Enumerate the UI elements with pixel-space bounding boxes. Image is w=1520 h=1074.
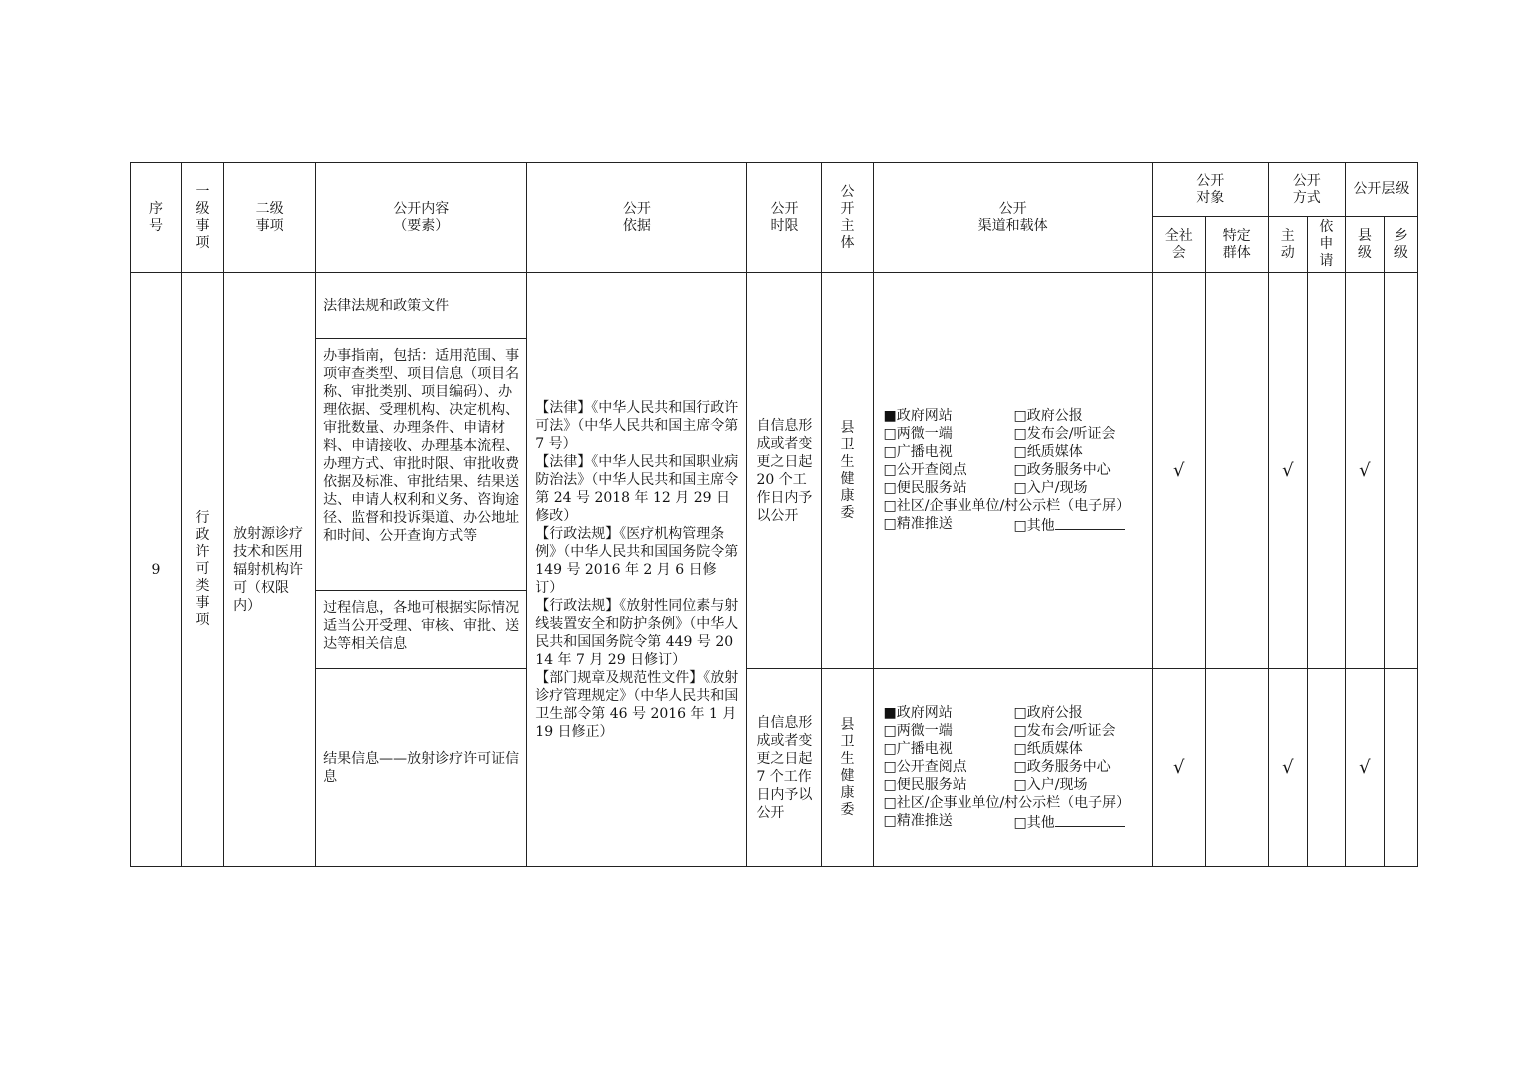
content-laws: 法律法规和政策文件	[316, 273, 527, 339]
header-level2: 二级事项	[224, 163, 316, 273]
channel-gov-site: ■政府网站	[883, 704, 953, 721]
subject-1: 县卫生健康委	[822, 273, 873, 669]
channels-2	[873, 669, 1152, 867]
header-audience-specific: 特定 群体	[1205, 217, 1268, 273]
header-method: 公开 方式	[1268, 163, 1345, 217]
method-request-2	[1307, 669, 1345, 867]
header-audience-all: 全社会	[1152, 217, 1205, 273]
content-result: 结果信息——放射诊疗许可证信息	[316, 669, 527, 867]
channel-convenience: □便民服务站	[883, 776, 967, 793]
other-blank-line	[1055, 515, 1125, 530]
header-method-active: 主动	[1268, 217, 1307, 273]
level-township-2	[1384, 669, 1417, 867]
header-basis: 公开 依据	[527, 163, 747, 273]
header-time-limit: 公开 时限	[747, 163, 822, 273]
channel-print: □纸质媒体	[1013, 443, 1083, 460]
channel-service-center: □政务服务中心	[1013, 461, 1111, 478]
channel-reading: □公开查阅点	[883, 758, 967, 775]
content-guide: 办事指南，包括：适用范围、事项审查类型、项目信息（项目名称、审批类别、项目编码）、办理依据、受理机构、决定机构、审批数量、办理条件、申请材料、申请接收、办理基本流程、办理方式、审批时限、审批收费依据及标准、审批结果、结果送达、申请人权利和义务、咨询途径、监督和投诉渠道、办公地址和时间、公开查询方式等	[316, 339, 527, 591]
row-seq: 9	[131, 273, 182, 867]
method-active-1: √	[1268, 273, 1307, 669]
channel-press: □发布会/听证会	[1013, 722, 1116, 739]
header-subject: 公开主体	[822, 163, 873, 273]
audience-specific-2	[1205, 669, 1268, 867]
level-township-1	[1384, 273, 1417, 669]
disclosure-table	[130, 162, 1418, 867]
channel-gov-site: ■政府网站	[883, 407, 953, 424]
channel-gazette: □政府公报	[1013, 704, 1083, 721]
method-request-1	[1307, 273, 1345, 669]
channel-other: □其他	[1014, 515, 1144, 535]
audience-all-2: √	[1152, 669, 1205, 867]
time-limit-1: 自信息形成或者变更之日起 20 个工作日内予以公开	[747, 273, 822, 669]
method-active-2: √	[1268, 669, 1307, 867]
channel-print: □纸质媒体	[1013, 740, 1083, 757]
channels-1	[873, 273, 1152, 669]
header-channel: 公开 渠道和载体	[873, 163, 1152, 273]
channel-service-center: □政务服务中心	[1013, 758, 1111, 775]
channel-press: □发布会/听证会	[1013, 425, 1116, 442]
other-blank-line	[1055, 812, 1125, 827]
audience-all-1: √	[1152, 273, 1205, 669]
channel-other: □其他	[1014, 812, 1144, 832]
channel-two-micro: □两微一端	[883, 425, 953, 442]
level-county-2: √	[1345, 669, 1384, 867]
time-limit-2: 自信息形成或者变更之日起 7 个工作日内予以公开	[747, 669, 822, 867]
channel-gazette: □政府公报	[1013, 407, 1083, 424]
channel-two-micro: □两微一端	[883, 722, 953, 739]
header-seq: 序号	[131, 163, 182, 273]
subject-2: 县卫生健康委	[822, 669, 873, 867]
channel-door: □入户/现场	[1013, 479, 1088, 496]
row-level1: 行政许可类事项	[182, 273, 224, 867]
header-level-township: 乡级	[1384, 217, 1417, 273]
channel-tv: □广播电视	[883, 740, 953, 757]
row-basis: 【法律】《中华人民共和国行政许可法》（中华人民共和国主席令第 7 号） 【法律】《中华人民共和国职业病防治法》（中华人民共和国主席令第 24 号 2018 年 12 月 29 日修改） 【行政法规】《医疗机构管理条例》（中华人民共和国国务院令第 149 号 2016 年 2 月 6 日修订） 【行政法规】《放射性同位素与射线装置安全和防护条例》（中华人民共和国国务院令第 449 号 2014 年 7 月 29 日修订） 【部门规章及规范性文件】《放射诊疗管理规定》（中华人民共和国卫生部令第 46 号 2016 年 1 月 19 日修正）	[527, 273, 747, 867]
channel-tv: □广播电视	[883, 443, 953, 460]
channel-door: □入户/现场	[1013, 776, 1088, 793]
header-level: 公开层级	[1345, 163, 1417, 217]
level-county-1: √	[1345, 273, 1384, 669]
content-process: 过程信息，各地可根据实际情况适当公开受理、审核、审批、送达等相关信息	[316, 591, 527, 669]
channel-board: □社区/企事业单位/村公示栏（电子屏）	[883, 497, 1131, 514]
channel-push: □精准推送	[883, 515, 953, 532]
header-level-county: 县级	[1345, 217, 1384, 273]
header-content: 公开内容 （要素）	[316, 163, 527, 273]
audience-specific-1	[1205, 273, 1268, 669]
channel-push: □精准推送	[883, 812, 953, 829]
row-level2: 放射源诊疗技术和医用辐射机构许可（权限内）	[224, 273, 316, 867]
channel-reading: □公开查阅点	[883, 461, 967, 478]
header-level1: 一级事项	[182, 163, 224, 273]
header-audience: 公开 对象	[1152, 163, 1268, 217]
channel-convenience: □便民服务站	[883, 479, 967, 496]
channel-board: □社区/企事业单位/村公示栏（电子屏）	[883, 794, 1131, 811]
header-method-request: 依申请	[1307, 217, 1345, 273]
